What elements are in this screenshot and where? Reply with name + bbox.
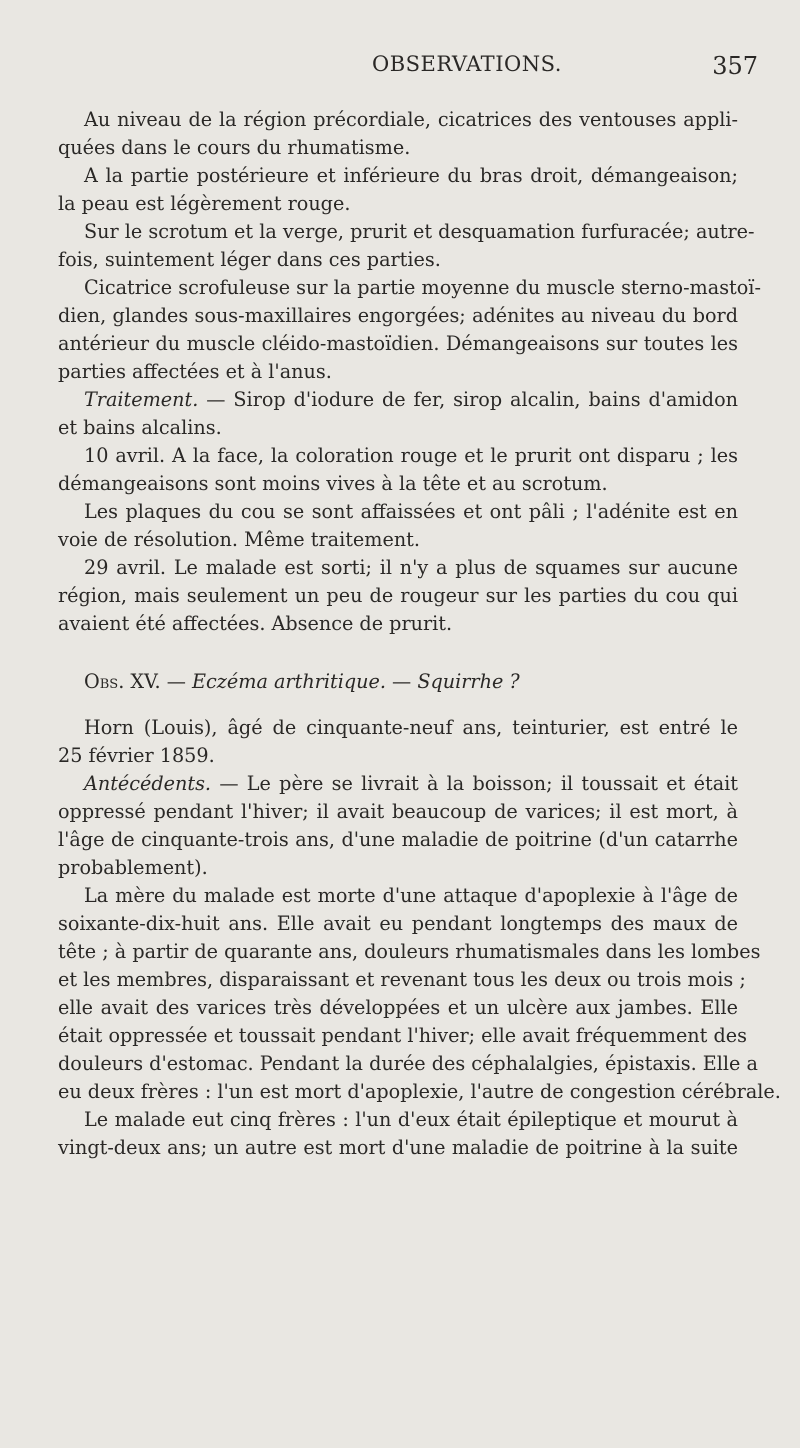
text-line: parties affectées et à l'anus.	[58, 360, 332, 383]
text-line: 25 février 1859.	[58, 744, 215, 767]
text-line: eu deux frères : l'un est mort d'apoplexie, l'autre de congestion cérébrale.	[58, 1080, 781, 1103]
text-line: démangeaisons sont moins vives à la tête et au scrotum.	[58, 472, 608, 495]
text-line: Le malade eut cinq frères : l'un d'eux était épileptique et mourut à	[84, 1108, 738, 1131]
text-line: vingt-deux ans; un autre est mort d'une maladie de poitrine à la suite	[58, 1136, 738, 1159]
text-line: Cicatrice scrofuleuse sur la partie moyenne du muscle sterno-mastoï-	[84, 276, 761, 299]
observation-title: Eczéma arthritique.	[192, 670, 386, 693]
section-label: Antécédents.	[84, 772, 212, 795]
text-line: Au niveau de la région précordiale, cicatrices des ventouses appli-	[84, 108, 738, 131]
text-line	[58, 386, 738, 414]
heading-dash: —	[160, 670, 193, 693]
text-line: antérieur du muscle cléido-mastoïdien. Démangeaisons sur toutes les	[58, 332, 738, 355]
text-line: oppressé pendant l'hiver; il avait beaucoup de varices; il est mort, à	[58, 800, 738, 823]
observation-number: Obs. XV.	[84, 670, 161, 693]
text-line: soixante-dix-huit ans. Elle avait eu pendant longtemps des maux de	[58, 912, 738, 935]
text-line: A la partie postérieure et inférieure du bras droit, démangeaison;	[84, 164, 738, 187]
text-line: était oppressée et toussait pendant l'hiver; elle avait fréquemment des	[58, 1024, 747, 1047]
observation-heading	[58, 668, 738, 696]
heading-dash: —	[385, 670, 418, 693]
section-label: Traitement.	[84, 388, 199, 411]
text-line: elle avait des varices très développées et un ulcère aux jambes. Elle	[58, 996, 738, 1019]
text-line: Sur le scrotum et la verge, prurit et desquamation furfuracée; autre-	[84, 220, 755, 243]
text-run: — Le père se livrait à la boisson; il toussait et était	[219, 772, 738, 795]
page-number: 357	[712, 52, 758, 80]
text-line	[58, 770, 738, 798]
text-line: voie de résolution. Même traitement.	[58, 528, 420, 551]
text-line: Horn (Louis), âgé de cinquante-neuf ans, teinturier, est entré le	[84, 716, 738, 739]
text-line: fois, suintement léger dans ces parties.	[58, 248, 441, 271]
text-line: quées dans le cours du rhumatisme.	[58, 136, 411, 159]
text-line: et les membres, disparaissant et revenant tous les deux ou trois mois ;	[58, 968, 746, 991]
text-line: probablement).	[58, 856, 208, 879]
observation-subtitle: Squirrhe ?	[417, 670, 520, 693]
text-line: région, mais seulement un peu de rougeur sur les parties du cou qui	[58, 584, 738, 607]
text-line: et bains alcalins.	[58, 416, 222, 439]
text-line: 29 avril. Le malade est sorti; il n'y a plus de squames sur aucune	[84, 556, 738, 579]
text-line: 10 avril. A la face, la coloration rouge et le prurit ont disparu ; les	[84, 444, 738, 467]
text-line: tête ; à partir de quarante ans, douleurs rhumatismales dans les lombes	[58, 940, 761, 963]
text-line: Les plaques du cou se sont affaissées et ont pâli ; l'adénite est en	[84, 500, 738, 523]
text-line: avaient été affectées. Absence de prurit.	[58, 612, 453, 635]
running-title: OBSERVATIONS.	[372, 52, 562, 76]
text-line: dien, glandes sous-maxillaires engorgées; adénites au niveau du bord	[58, 304, 738, 327]
text-line: l'âge de cinquante-trois ans, d'une maladie de poitrine (d'un catarrhe	[58, 828, 738, 851]
body-text	[58, 106, 781, 1162]
text-run: — Sirop d'iodure de fer, sirop alcalin, bains d'amidon	[198, 388, 738, 411]
text-line: la peau est légèrement rouge.	[58, 192, 351, 215]
text-line: La mère du malade est morte d'une attaque d'apoplexie à l'âge de	[84, 884, 738, 907]
text-line: douleurs d'estomac. Pendant la durée des céphalalgies, épistaxis. Elle a	[58, 1052, 758, 1075]
page-header	[0, 52, 800, 86]
